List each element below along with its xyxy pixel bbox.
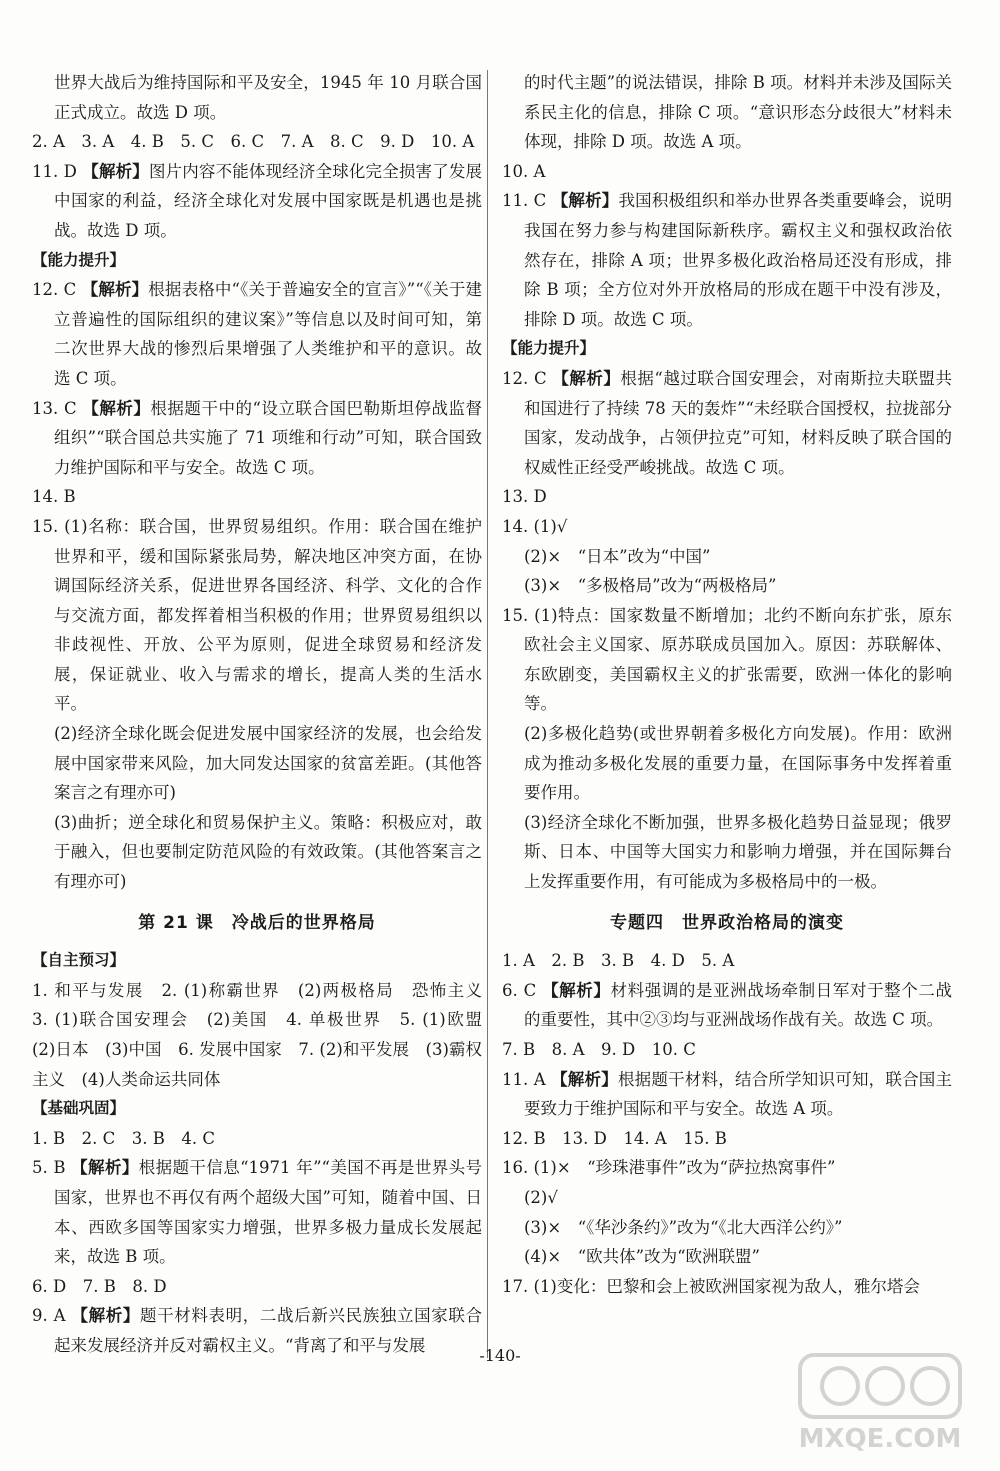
paragraph-text: 根据表格中“《关于普遍安全的宣言》”“《关于建立普遍性的国际组织的建议案》”等信息以及时间可知，第二次世界大战的惨烈后果增强了人类维护和平的意识。故选 C 项。 [54,280,482,388]
paragraph-text: 14. B [32,487,76,507]
answer-paragraph [32,808,482,897]
paragraph-text: 6. D 7. B 8. D [32,1276,167,1296]
question-number: 11. A [502,1069,546,1089]
paragraph-text: 1. B 2. C 3. B 4. C [32,1128,215,1148]
answer-paragraph [32,68,482,127]
lesson-title [32,909,482,939]
analysis-tag: 【解析】 [71,1306,140,1326]
paragraph-text: (3)× “《华沙条约》”改为“《北大西洋公约》” [524,1217,843,1237]
analysis-tag: 【解析】 [81,280,149,300]
watermark-text: MXQE.COM [798,1424,962,1454]
paragraph-text: (2)√ [524,1187,558,1207]
answer-paragraph [502,1213,952,1243]
section-heading [502,334,952,364]
watermark-logo [780,1347,980,1457]
answer-paragraph [502,186,952,334]
answer-paragraph [502,1183,952,1213]
section-heading [32,946,482,976]
paragraph-text: 7. B 8. A 9. D 10. C [502,1040,696,1059]
paragraph-text: 材料强调的是亚洲战场牵制日军对于整个二战的重要性，其中②③均与亚洲战场作战有关。故选 C 项。 [524,980,952,1030]
answer-paragraph [32,1153,482,1271]
paragraph-text: 13. D [502,487,547,507]
paragraph-text: 根据题干材料，结合所学知识可知，联合国主要致力于维护国际和平与安全。故选 A 项。 [524,1069,953,1119]
right-column [502,68,952,1301]
answer-paragraph [502,1035,952,1065]
analysis-tag: 【解析】 [551,191,619,211]
section-heading [32,246,482,276]
paragraph-text: 15. (1)名称：联合国，世界贸易组织。作用：联合国在维护世界和平，缓和国际紧张局势，解决地区冲突方面，在协调国际经济关系，促进世界各国经济、科学、文化的合作与交流方面，都发挥着相当积极的作用；世界贸易组织以非歧视性、开放、公平为原则，促进全球贸易和经济发展，保证就业、收入与需求的增长，提高人类的生活水平。 [32,516,482,714]
analysis-tag: 【解析】 [82,398,151,418]
answer-paragraph [502,976,952,1035]
answer-paragraph [32,976,499,1094]
answer-paragraph [32,275,482,393]
question-number: 5. B [32,1158,66,1178]
analysis-tag: 【解析】 [552,368,621,388]
paragraph-text: 第 21 课 冷战后的世界格局 [138,912,376,933]
answer-paragraph [32,157,482,246]
paragraph-text: (2)多极化趋势(或世界朝着多极化方向发展)。作用：欧洲成为推动多极化发展的重要力量，在国际事务中发挥着重要作用。 [524,724,952,803]
paragraph-text: 图片内容不能体现经济全球化完全损害了发展中国家的利益，经济全球化对发展中国家既是机遇也是挑战。故选 D 项。 [54,161,483,240]
paragraph-text: 2. A 3. A 4. B 5. C 6. C 7. A 8. C 9. D 10. A [32,132,475,152]
lesson-title [502,909,952,939]
answer-paragraph [502,512,952,542]
answer-paragraph [502,364,952,482]
paragraph-text: 专题四 世界政治格局的演变 [610,912,844,933]
answer-paragraph [502,157,952,187]
question-number: 6. C [502,980,537,1000]
paragraph-text: 15. (1)特点：国家数量不断增加；北约不断向东扩张，原东欧社会主义国家、原苏联成员国加入。原因：苏联解体、东欧剧变，美国霸权主义的扩张需要，欧洲一体化的影响等。 [502,605,952,714]
paragraph-text: 的时代主题”的说法错误，排除 B 项。材料并未涉及国际关系民主化的信息，排除 C 项。“意识形态分歧很大”材料未体现，排除 D 项。故选 A 项。 [524,73,952,152]
analysis-tag: 【解析】 [551,1069,618,1089]
answer-paragraph [502,571,952,601]
answer-paragraph [32,512,482,719]
answer-paragraph [502,68,952,157]
section-heading [32,1094,482,1124]
paragraph-text: 12. B 13. D 14. A 15. B [502,1128,727,1148]
paragraph-text: (3)曲折；逆全球化和贸易保护主义。策略：积极应对，敢于融入，但也要制定防范风险的有效政策。(其他答案言之有理亦可) [54,812,482,892]
answer-paragraph [502,482,952,512]
paragraph-text: 【能力提升】 [32,250,126,269]
answer-paragraph [502,1124,952,1154]
paragraph-text: 17. (1)变化：巴黎和会上被欧洲国家视为敌人，雅尔塔会 [502,1276,920,1296]
paragraph-text: 我国积极组织和举办世界各类重要峰会，说明我国在努力参与构建国际新秩序。霸权主义和强权政治依然存在，排除 A 项；世界多极化政治格局还没有形成，排除 B 项；全方位对外开放格局的形成在题干中没有涉及，排除 D 项。故选 C 项。 [524,191,952,329]
question-number: 11. C [502,191,547,211]
paragraph-text: (3)经济全球化不断加强，世界多极化趋势日益显现；俄罗斯、日本、中国等大国实力和影响力增强，并在国际舞台上发挥重要作用，有可能成为多极格局中的一极。 [524,812,952,892]
answer-paragraph [32,1272,482,1302]
analysis-tag: 【解析】 [82,161,149,181]
answer-paragraph [502,601,952,719]
paragraph-text: 根据“越过联合国安理会，对南斯拉夫联盟共和国进行了持续 78 天的轰炸”“未经联合国授权，拉拢部分国家，发动战争，占领伊拉克”可知，材料反映了联合国的权威性正经受严峻挑战。故选 C 项。 [524,368,952,477]
question-number: 12. C [502,368,547,388]
paragraph-text: 10. A [502,161,546,181]
answer-paragraph [502,1065,952,1124]
question-number: 12. C [32,280,77,300]
paragraph-text: (2)× “日本”改为“中国” [524,546,711,566]
paragraph-text: (4)× “欧共体”改为“欧洲联盟” [524,1247,760,1267]
paragraph-text: (2)经济全球化既会促进发展中国家经济的发展，也会给发展中国家带来风险，加大同发达国家的贫富差距。(其他答案言之有理亦可) [54,724,482,803]
answer-paragraph [32,394,482,483]
answer-paragraph [502,542,952,572]
answer-paragraph [502,1242,952,1272]
paragraph-text: (3)× “多极格局”改为“两极格局” [524,576,777,596]
answer-paragraph [502,1272,952,1302]
answer-paragraph [32,719,482,808]
question-number: 13. C [32,398,77,418]
paragraph-text: 16. (1)× “珍珠港事件”改为“萨拉热窝事件” [502,1158,836,1178]
paragraph-text: 1. A 2. B 3. B 4. D 5. A [502,951,735,971]
page-number: -140- [479,1346,521,1365]
question-number: 9. A [32,1306,66,1326]
paragraph-text: 题干材料表明，二战后新兴民族独立国家联合起来发展经济并反对霸权主义。“背离了和平与发展 [54,1306,483,1355]
paragraph-text: 1. 和平与发展 2. (1)称霸世界 (2)两极格局 恐怖主义 3. (1)联合国安理会 (2)美国 4. 单极世界 5. (1)欧盟 (2)日本 (3)中国 6. 发展中国家 7. (2)和平发展 (3)霸权主义 (4)人类命运共同体 [32,980,499,1089]
answer-paragraph [32,1124,482,1154]
paragraph-text: 【能力提升】 [502,339,596,358]
answer-paragraph [32,482,482,512]
answer-paragraph [502,1153,952,1183]
question-number: 11. D [32,161,77,181]
paragraph-text: 【基础巩固】 [32,1099,126,1118]
analysis-tag: 【解析】 [71,1158,139,1178]
answer-paragraph [502,808,952,897]
answer-paragraph [32,127,482,157]
paragraph-text: 【自主预习】 [32,951,126,970]
paragraph-text: 根据题干中的“设立联合国巴勒斯坦停战监督组织”“联合国总共实施了 71 项维和行动”可知，联合国致力维护国际和平与安全。故选 C 项。 [54,398,482,477]
paragraph-text: 14. (1)√ [502,516,568,536]
answer-paragraph [502,719,952,808]
paragraph-text: 世界大战后为维持国际和平及安全，1945 年 10 月联合国正式成立。故选 D 项。 [54,73,482,122]
column-divider [487,70,488,1358]
analysis-tag: 【解析】 [542,980,611,1000]
answer-paragraph [502,946,952,976]
paragraph-text: 根据题干信息“1971 年”“美国不再是世界头号国家，世界也不再仅有两个超级大国”可知，随着中国、日本、西欧多国等国家实力增强，世界多极力量成长发展起来，故选 B 项。 [54,1158,483,1267]
left-column [32,68,499,1361]
